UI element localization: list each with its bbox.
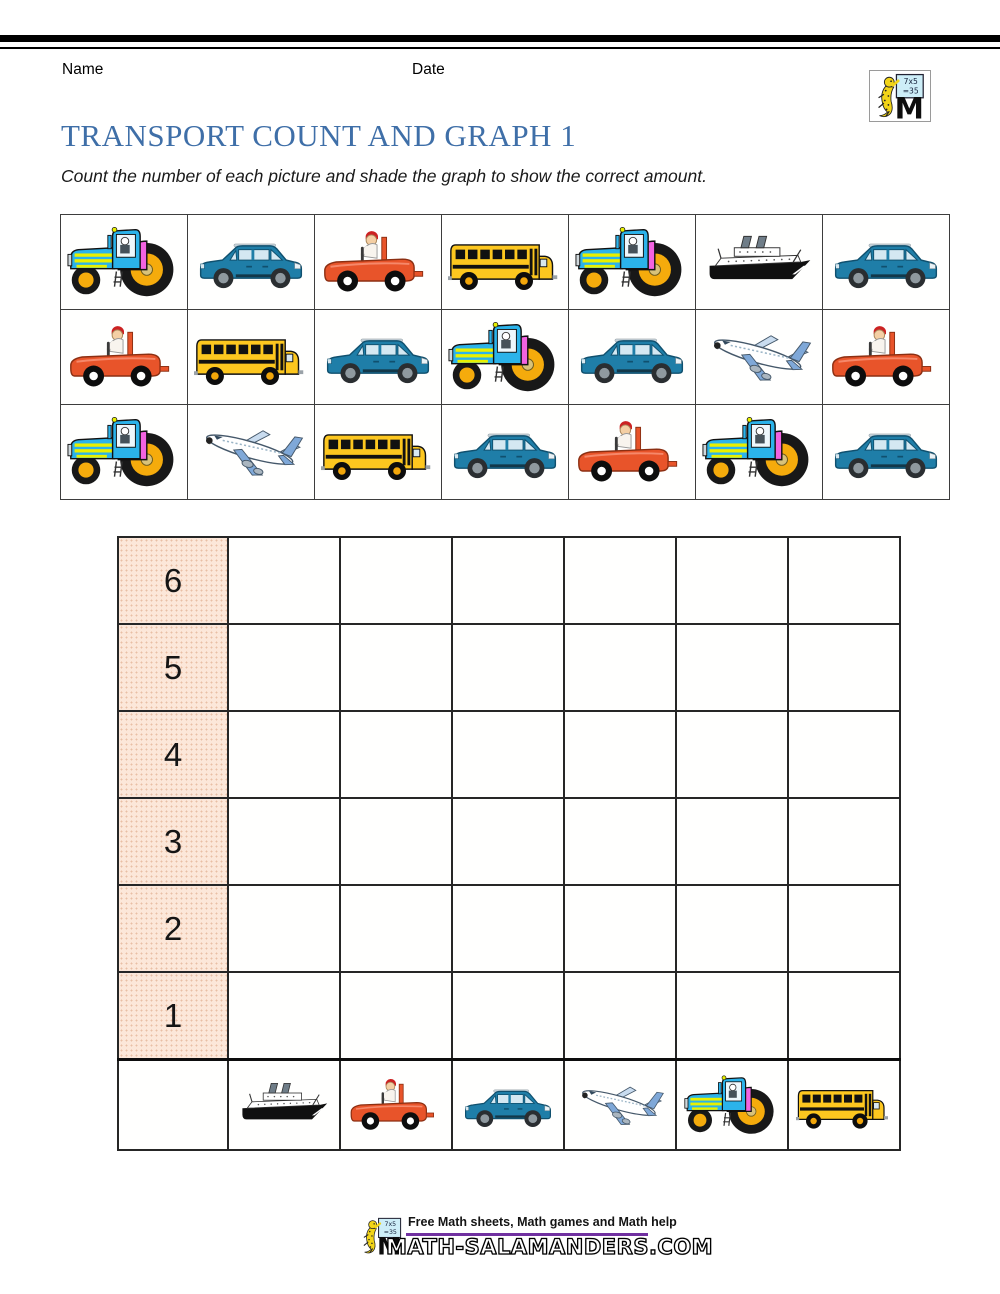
picture-cell-tractor (569, 215, 696, 310)
blue-suv-icon (194, 221, 308, 303)
instruction-text: Count the number of each picture and shade the graph to show the correct amount. (61, 166, 707, 186)
picture-cell-school-bus (315, 405, 442, 500)
graph-row (118, 885, 900, 972)
graph-cell-red-car-6[interactable] (340, 537, 452, 624)
graph-row-label: 6 (118, 537, 228, 624)
graph-column-icon-red-car (340, 1060, 452, 1151)
picture-cell-blue-suv (188, 215, 315, 310)
graph-row (118, 798, 900, 885)
picture-grid-row (61, 405, 950, 500)
blue-suv-icon (460, 1070, 556, 1140)
graph-cell-tractor-4[interactable] (676, 711, 788, 798)
picture-cell-blue-suv (823, 215, 950, 310)
picture-cell-blue-suv (442, 405, 569, 500)
name-label: Name (62, 61, 104, 78)
footer-tagline: Free Math sheets, Math games and Math help (408, 1215, 677, 1229)
graph-cell-school-bus-3[interactable] (788, 798, 900, 885)
graph-cell-tractor-6[interactable] (676, 537, 788, 624)
graph-column-icon-blue-suv (452, 1060, 564, 1151)
graph-column-icon-ship (228, 1060, 340, 1151)
graph-corner-cell (118, 1060, 228, 1151)
picture-cell-school-bus (442, 215, 569, 310)
airplane-icon (572, 1070, 668, 1140)
graph-cell-airplane-3[interactable] (564, 798, 676, 885)
ship-icon (236, 1070, 332, 1140)
page-title: TRANSPORT COUNT AND GRAPH 1 (61, 118, 577, 153)
picture-cell-ship (696, 215, 823, 310)
graph-cell-red-car-5[interactable] (340, 624, 452, 711)
date-label: Date (412, 61, 445, 78)
graph-column-icon-airplane (564, 1060, 676, 1151)
blue-suv-icon (829, 411, 943, 493)
graph-row-label: 5 (118, 624, 228, 711)
picture-cell-red-car (315, 215, 442, 310)
graph-row (118, 624, 900, 711)
graph-cell-ship-5[interactable] (228, 624, 340, 711)
graph-cell-airplane-1[interactable] (564, 972, 676, 1060)
graph-cell-blue-suv-5[interactable] (452, 624, 564, 711)
picture-cell-airplane (696, 310, 823, 405)
graph-cell-tractor-5[interactable] (676, 624, 788, 711)
picture-grid-row (61, 310, 950, 405)
top-rule-thick (0, 35, 1000, 42)
graph-cell-ship-4[interactable] (228, 711, 340, 798)
red-car-icon (575, 411, 689, 493)
picture-cell-tractor (61, 215, 188, 310)
picture-cell-blue-suv (315, 310, 442, 405)
graph-cell-tractor-2[interactable] (676, 885, 788, 972)
graph-row-label: 2 (118, 885, 228, 972)
graph-cell-ship-3[interactable] (228, 798, 340, 885)
tractor-icon (684, 1070, 780, 1140)
graph-cell-red-car-1[interactable] (340, 972, 452, 1060)
red-car-icon (321, 221, 435, 303)
site-logo-badge (869, 70, 931, 122)
graph-cell-blue-suv-6[interactable] (452, 537, 564, 624)
graph-cell-ship-6[interactable] (228, 537, 340, 624)
graph-row (118, 711, 900, 798)
graph-cell-school-bus-6[interactable] (788, 537, 900, 624)
graph-column-icon-tractor (676, 1060, 788, 1151)
graph-cell-tractor-3[interactable] (676, 798, 788, 885)
tractor-icon (67, 411, 181, 493)
school-bus-icon (796, 1070, 892, 1140)
graph-row (118, 972, 900, 1060)
blue-suv-icon (829, 221, 943, 303)
picture-cell-tractor (696, 405, 823, 500)
graph-cell-school-bus-4[interactable] (788, 711, 900, 798)
picture-cell-airplane (188, 405, 315, 500)
graph-cell-blue-suv-2[interactable] (452, 885, 564, 972)
graph-cell-ship-1[interactable] (228, 972, 340, 1060)
red-car-icon (67, 316, 181, 398)
blue-suv-icon (448, 411, 562, 493)
picture-cell-red-car (823, 310, 950, 405)
graph-cell-blue-suv-4[interactable] (452, 711, 564, 798)
airplane-icon (702, 316, 816, 398)
graph-cell-airplane-6[interactable] (564, 537, 676, 624)
graph-cell-blue-suv-1[interactable] (452, 972, 564, 1060)
blue-suv-icon (321, 316, 435, 398)
tractor-icon (67, 221, 181, 303)
picture-cell-tractor (442, 310, 569, 405)
graph-cell-airplane-4[interactable] (564, 711, 676, 798)
graph-row (118, 537, 900, 624)
graph-cell-red-car-4[interactable] (340, 711, 452, 798)
graph-cell-blue-suv-3[interactable] (452, 798, 564, 885)
red-car-icon (829, 316, 943, 398)
footer-site-name[interactable]: MATH-SALAMANDERS.COM (386, 1235, 714, 1259)
graph-cell-red-car-3[interactable] (340, 798, 452, 885)
school-bus-icon (448, 221, 562, 303)
picture-cell-tractor (61, 405, 188, 500)
graph-row-label: 4 (118, 711, 228, 798)
salamander-logo-icon (870, 71, 930, 121)
graph-cell-school-bus-2[interactable] (788, 885, 900, 972)
school-bus-icon (321, 411, 435, 493)
red-car-icon (348, 1070, 444, 1140)
airplane-icon (194, 411, 308, 493)
school-bus-icon (194, 316, 308, 398)
graph-cell-airplane-2[interactable] (564, 885, 676, 972)
graph-row-label: 1 (118, 972, 228, 1060)
tractor-icon (448, 316, 562, 398)
picture-cell-blue-suv (569, 310, 696, 405)
graph-cell-school-bus-1[interactable] (788, 972, 900, 1060)
blue-suv-icon (575, 316, 689, 398)
graph-cell-airplane-5[interactable] (564, 624, 676, 711)
top-rule-thin (0, 47, 1000, 49)
picture-cell-red-car (569, 405, 696, 500)
graph-column-icon-school-bus (788, 1060, 900, 1151)
graph-cell-ship-2[interactable] (228, 885, 340, 972)
picture-grid (60, 214, 950, 500)
graph-cell-school-bus-5[interactable] (788, 624, 900, 711)
graph-row-label: 3 (118, 798, 228, 885)
picture-cell-blue-suv (823, 405, 950, 500)
count-graph (117, 536, 901, 1151)
tractor-icon (702, 411, 816, 493)
picture-grid-row (61, 215, 950, 310)
graph-cell-tractor-1[interactable] (676, 972, 788, 1060)
picture-cell-school-bus (188, 310, 315, 405)
picture-cell-red-car (61, 310, 188, 405)
graph-cell-red-car-2[interactable] (340, 885, 452, 972)
graph-icon-row (118, 1060, 900, 1151)
tractor-icon (575, 221, 689, 303)
ship-icon (702, 221, 816, 303)
